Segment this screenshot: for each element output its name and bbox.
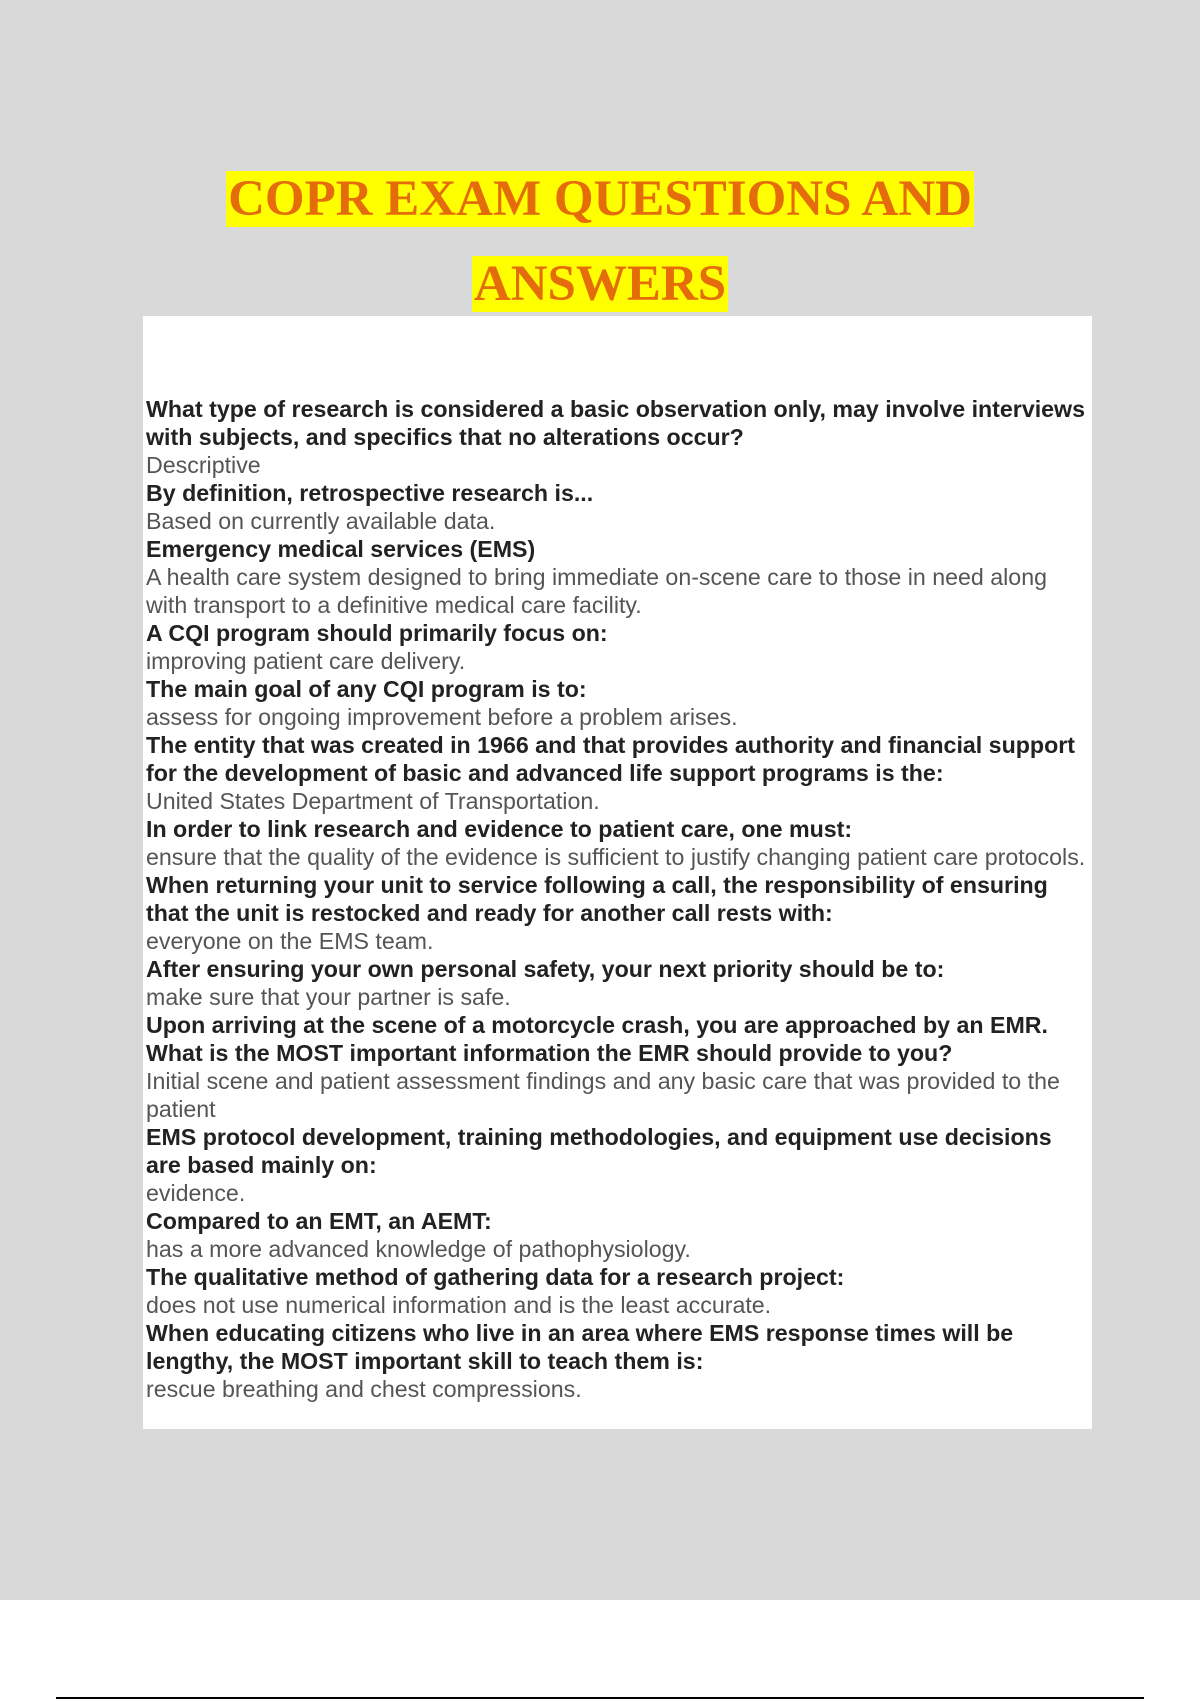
qa-item [146,1263,1088,1319]
answer-text: A health care system designed to bring immediate on-scene care to those in need along with transport to a definitive medical care facility. [146,564,1047,618]
qa-item [146,955,1088,1011]
question-text: After ensuring your own personal safety, your next priority should be to: [146,956,945,982]
answer-text: everyone on the EMS team. [146,928,434,954]
answer-text: Initial scene and patient assessment findings and any basic care that was provided to the patient [146,1068,1060,1122]
document-title-line-2 [0,255,1200,313]
qa-item [146,1011,1088,1123]
answer-text: improving patient care delivery. [146,648,466,674]
question-text: The qualitative method of gathering data for a research project: [146,1264,845,1290]
question-text: By definition, retrospective research is... [146,480,594,506]
qa-item [146,731,1088,815]
question-text: Upon arriving at the scene of a motorcycle crash, you are approached by an EMR. What is the MOST important information the EMR should provide to you? [146,1012,1048,1066]
question-text: What type of research is considered a basic observation only, may involve interviews with subjects, and specifics that no alterations occur? [146,396,1085,450]
qa-item [146,619,1088,675]
question-text: The entity that was created in 1966 and that provides authority and financial support for the development of basic and advanced life support programs is the: [146,732,1075,786]
qa-item [146,871,1088,955]
page-bottom-divider [56,1697,1144,1699]
qa-item [146,535,1088,619]
qa-content-box [143,316,1092,1429]
document-title-text-2: ANSWERS [473,256,727,312]
question-text: In order to link research and evidence to patient care, one must: [146,816,853,842]
answer-text: Based on currently available data. [146,508,496,534]
qa-item [146,479,1088,535]
qa-item [146,395,1088,479]
qa-item [146,1319,1088,1403]
question-text: A CQI program should primarily focus on: [146,620,608,646]
answer-text: United States Department of Transportation. [146,788,600,814]
answer-text: assess for ongoing improvement before a problem arises. [146,704,738,730]
question-text: When returning your unit to service following a call, the responsibility of ensuring that the unit is restocked and ready for another call rests with: [146,872,1048,926]
answer-text: rescue breathing and chest compressions. [146,1376,582,1402]
document-title-text-1: COPR EXAM QUESTIONS AND [228,171,972,227]
question-text: When educating citizens who live in an area where EMS response times will be lengthy, the MOST important skill to teach them is: [146,1320,1014,1374]
question-text: EMS protocol development, training methodologies, and equipment use decisions are based mainly on: [146,1124,1052,1178]
qa-item [146,815,1088,871]
question-text: Emergency medical services (EMS) [146,536,536,562]
question-text: Compared to an EMT, an AEMT: [146,1208,492,1234]
qa-item [146,1123,1088,1207]
document-title-line-1 [0,170,1200,228]
qa-item [146,675,1088,731]
answer-text: evidence. [146,1180,246,1206]
answer-text: has a more advanced knowledge of pathophysiology. [146,1236,691,1262]
qa-item [146,1207,1088,1263]
answer-text: make sure that your partner is safe. [146,984,511,1010]
answer-text: does not use numerical information and is the least accurate. [146,1292,772,1318]
question-text: The main goal of any CQI program is to: [146,676,587,702]
answer-text: ensure that the quality of the evidence is sufficient to justify changing patient care protocols. [146,844,1086,870]
answer-text: Descriptive [146,452,261,478]
